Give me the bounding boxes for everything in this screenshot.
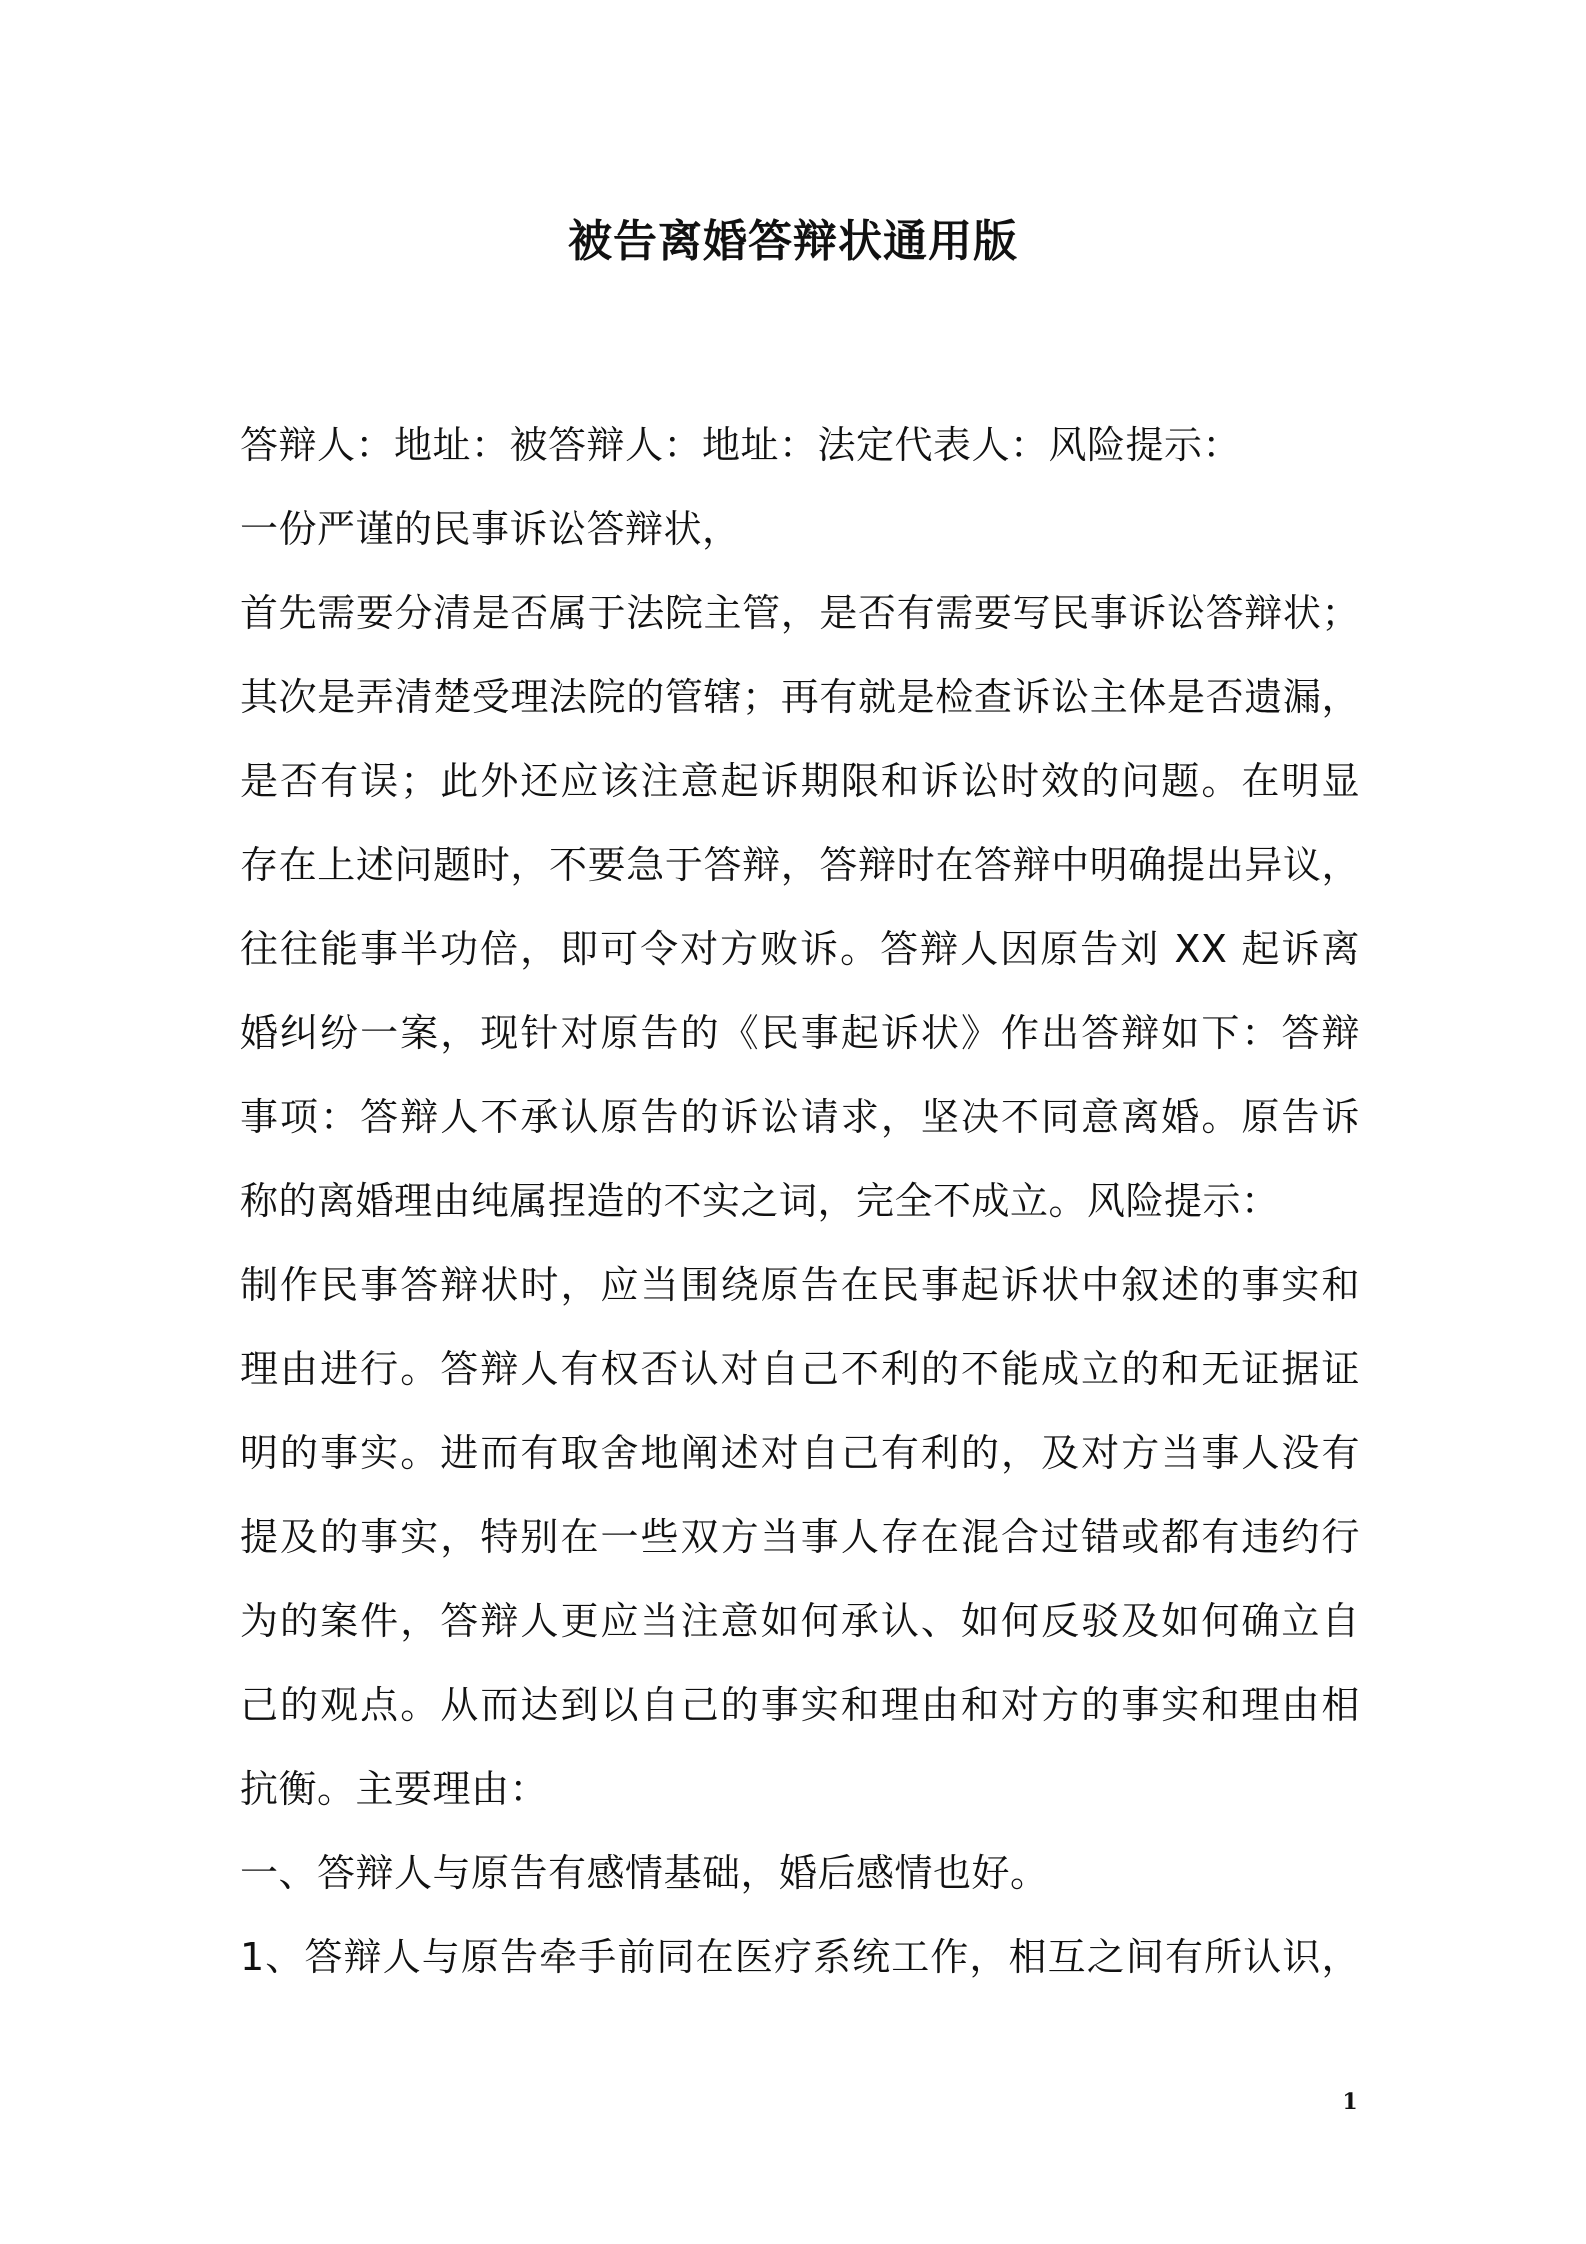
- text-line: 抗衡。主要理由：: [240, 1767, 549, 1811]
- text-line: 是否有误；此外还应该注意起诉期限和诉讼时效的问题。在明显: [240, 759, 1360, 803]
- text-line: 为的案件，答辩人更应当注意如何承认、如何反驳及如何确立自: [240, 1599, 1360, 1643]
- text-line: 制作民事答辩状时，应当围绕原告在民事起诉状中叙述的事实和: [240, 1263, 1360, 1307]
- text-line: 称的离婚理由纯属捏造的不实之词，完全不成立。风险提示：: [240, 1179, 1280, 1223]
- text-line: 其次是弄清楚受理法院的管辖；再有就是检查诉讼主体是否遗漏，: [240, 675, 1360, 719]
- text-line: 己的观点。从而达到以自己的事实和理由和对方的事实和理由相: [240, 1683, 1360, 1727]
- text-line: 存在上述问题时，不要急于答辩，答辩时在答辩中明确提出异议，: [240, 843, 1360, 887]
- text-line: 首先需要分清是否属于法院主管，是否有需要写民事诉讼答辩状；: [240, 591, 1360, 635]
- text-line: 婚纠纷一案，现针对原告的《民事起诉状》作出答辩如下：答辩: [240, 1011, 1360, 1055]
- page-number: 1: [1342, 2089, 1358, 2115]
- text-line: 往往能事半功倍，即可令对方败诉。答辩人因原告刘 XX 起诉离: [240, 927, 1360, 971]
- document-title: 被告离婚答辩状通用版: [568, 216, 1018, 267]
- text-line: 明的事实。进而有取舍地阐述对自己有利的，及对方当事人没有: [240, 1431, 1360, 1475]
- text-line: 1、答辩人与原告牵手前同在医疗系统工作，相互之间有所认识，: [240, 1935, 1360, 1979]
- document-body: [240, 403, 1360, 1999]
- text-line: 一、答辩人与原告有感情基础，婚后感情也好。: [240, 1851, 1049, 1895]
- text-line: 一份严谨的民事诉讼答辩状，: [240, 507, 741, 551]
- text-line: 理由进行。答辩人有权否认对自己不利的不能成立的和无证据证: [240, 1347, 1360, 1391]
- text-line: 事项：答辩人不承认原告的诉讼请求，坚决不同意离婚。原告诉: [240, 1095, 1360, 1139]
- text-line: 提及的事实，特别在一些双方当事人存在混合过错或都有违约行: [240, 1515, 1360, 1559]
- text-line: 答辩人：地址：被答辩人：地址：法定代表人：风险提示：: [240, 423, 1242, 467]
